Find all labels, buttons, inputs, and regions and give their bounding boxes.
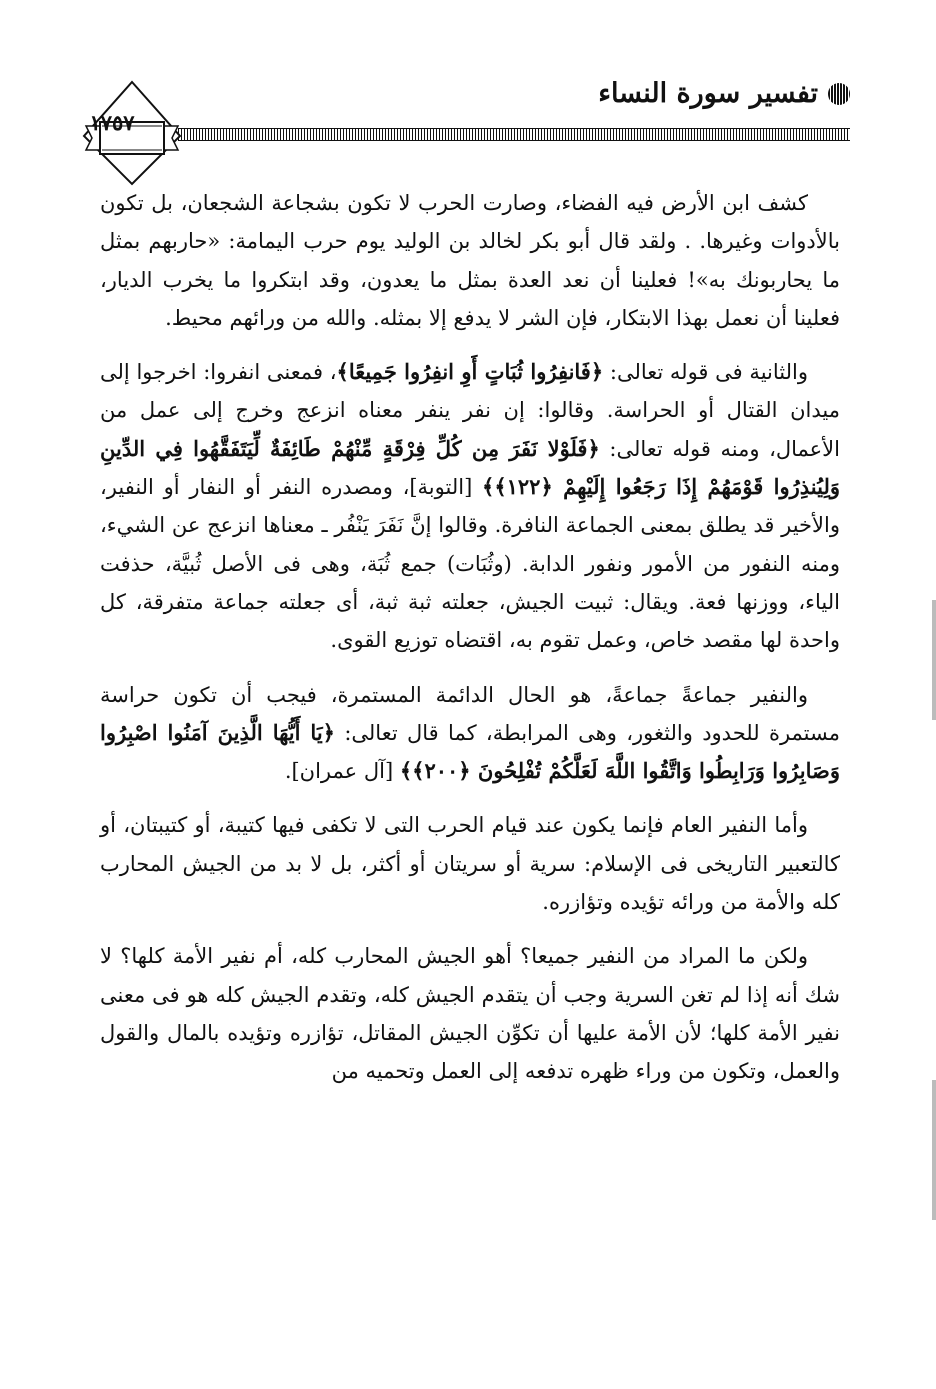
ornament-icon: [828, 83, 850, 105]
running-title-group: [598, 78, 850, 109]
scan-edge-mark: [932, 600, 936, 720]
quran-verse: ﴿فَانفِرُوا ثُبَاتٍ أَوِ انفِرُوا جَمِيعًا﴾: [336, 359, 604, 385]
paragraph-text: [آل عمران].: [284, 759, 400, 784]
running-title: تفسير سورة النساء: [598, 78, 818, 109]
body-paragraph: [100, 806, 840, 921]
page-number: ١٧٥٧: [89, 110, 135, 135]
quran-verse: ﴿يَا أَيُّهَا الَّذِينَ آمَنُوا اصْبِرُوا وَصَابِرُوا وَرَابِطُوا وَاتَّقُوا اللَّهَ لَعَلَّكُمْ تُفْلِحُونَ ﴿٢٠٠﴾﴾: [100, 719, 840, 784]
paragraph-text: والثانية فى قوله تعالى:: [603, 360, 808, 385]
header-rule: [178, 128, 850, 141]
paragraph-text: كشف ابن الأرض فيه الفضاء، وصارت الحرب لا تكون بشجاعة الشجعان، بل تكون بالأدوات وغيرها. . ولقد قال أبو بكر لخالد بن الوليد يوم حرب اليمامة: «حاربهم بمثل ما يحاربونك به»! فعلينا أن نعد العدة بمثل ما يعدون، وقد ابتكروا ما يخرب الديار، فعلينا أن نعمل بهذا الابتكار، فإن الشر لا يدفع إلا بمثله. والله من ورائهم محيط.: [100, 191, 840, 330]
paragraph-text: ولكن ما المراد من النفير جميعا؟ أهو الجيش المحارب كله، أم نفير الأمة كلها؟ لا شك أنه إذا لم تغن السرية وجب أن يتقدم الجيش كله، وتقدم الجيش كله هو فى معنى نفير الأمة كلها؛ لأن الأمة عليها أن تكوِّن الجيش المقاتل، تؤازره وتؤيده بالمال والقول والعمل، وتكون من وراء ظهره تدفعه إلى العمل وتحميه من: [100, 944, 840, 1084]
quran-verse: ﴿فَلَوْلا نَفَرَ مِن كُلِّ فِرْقَةٍ مِّنْهُمْ طَائِفَةٌ لِّيَتَفَقَّهُوا فِي الدِّينِ وَلِيُنذِرُوا قَوْمَهُمْ إِذَا رَجَعُوا إِلَيْهِمْ ﴿١٢٢﴾﴾: [100, 435, 840, 500]
paragraph-text: [التوبة]، ومصدره النفر أو النفار أو النفير، والأخير قد يطلق بمعنى الجماعة النافرة. وقالوا إنَّ نَفَرَ يَنْفُر ـ معناها انزعج عن الشيء، ومنه النفور من الأمور ونفور الدابة. (وثُبَات) جمع ثُبَة، وهى فى الأصل ثُبيَّة، حذفت الياء، ووزنها فعة. ويقال: ثبيت الجيش، جعلته ثبة ثبة، أى جعلته جماعة متفرقة، كل واحدة لها مقصد خاص، وعمل تقوم به، اقتضاه توزيع القوى.: [100, 475, 840, 653]
body-paragraph: [100, 937, 840, 1090]
page-body: [100, 184, 840, 1107]
body-paragraph: [100, 184, 840, 337]
body-paragraph: [100, 353, 840, 659]
paragraph-text: ، فمعنى انفروا: اخرجوا إلى ميدان القتال أو الحراسة. وقالوا: إن نفر ينفر معناه انزعج وخرج إلى عمل من الأعمال، ومنه قوله تعالى:: [100, 360, 840, 461]
scan-edge-mark: [932, 1080, 936, 1220]
paragraph-text: والنفير جماعةً جماعةً، هو الحال الدائمة المستمرة، فيجب أن تكون حراسة مستمرة للحدود والثغور، وهى المرابطة، كما قال تعالى:: [100, 682, 841, 745]
page-header: [60, 70, 850, 190]
body-paragraph: [100, 676, 840, 791]
paragraph-text: وأما النفير العام فإنما يكون عند قيام الحرب التى لا تكفى فيها كتيبة، أو كتيبتان، أو كالتعبير التاريخى فى الإسلام: سرية أو سريتان أو أكثر، بل لا بد من الجيش المحارب كله والأمة من ورائه تؤيده وتؤازره.: [100, 813, 840, 915]
